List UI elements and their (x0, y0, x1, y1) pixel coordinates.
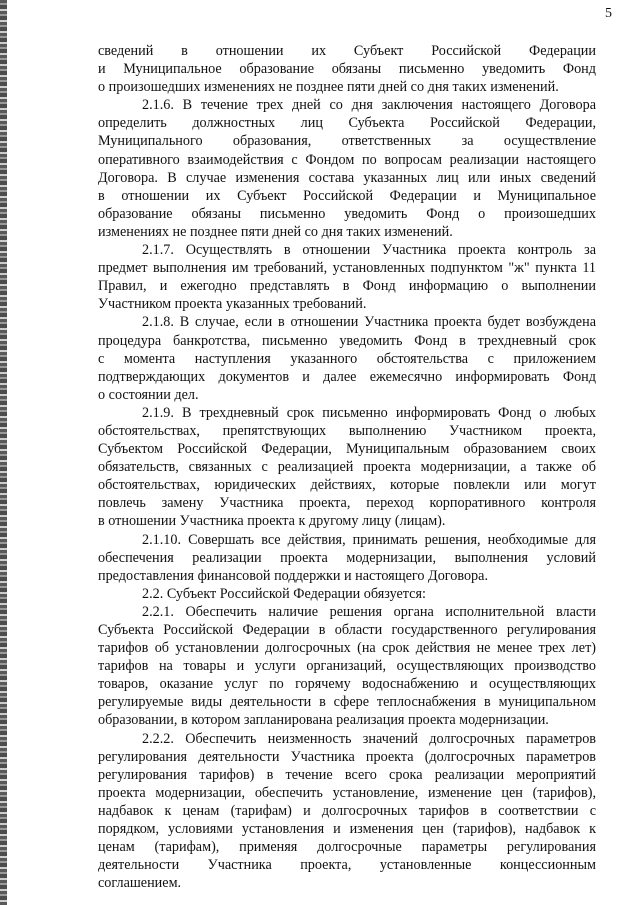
text-line: деятельности Участника проекта, установленные концессионным (98, 857, 596, 874)
text-line: товаров, оказание услуг по горячему водоснабжению и осуществляющих (98, 676, 596, 693)
paragraph (98, 730, 596, 893)
text-line: 2.2.1. Обеспечить наличие решения органа исполнительной власти (142, 603, 596, 620)
text-line: тарифов на товары и услуги организаций, осуществляющих производство (98, 658, 596, 675)
text-line: обеспечения реализации проекта модернизации, выполнения условий (98, 549, 596, 566)
text-line: 2.2. Субъект Российской Федерации обязуется: (142, 585, 426, 602)
text-line: определить должностных лиц Субъекта Российской Федерации, (98, 115, 596, 132)
text-line: образование обязаны письменно уведомить Фонд о произошедших (98, 205, 596, 222)
text-line: 2.1.10. Совершать все действия, принимать решения, необходимые для (142, 531, 596, 548)
text-line: подтверждающих документов и далее ежемесячно информировать Фонд (98, 368, 596, 385)
text-line: 2.1.7. Осуществлять в отношении Участника проекта контроль за (142, 242, 596, 259)
text-line: изменениях не позднее пяти дней со дня таких изменений. (98, 223, 453, 240)
text-line: проекта модернизации, обеспечить установление, изменение цен (тарифов), (98, 784, 596, 801)
paragraph (98, 603, 596, 730)
text-line: Правил, и ежегодно представлять в Фонд информацию о выполнении (98, 278, 596, 295)
text-line: 2.1.8. В случае, если в отношении Участника проекта будет возбуждена (142, 314, 596, 331)
text-line: Муниципального образования, ответственных за осуществление (98, 133, 596, 150)
paragraph (98, 404, 596, 531)
text-line: Участником проекта указанных требований. (98, 296, 367, 313)
text-line: процедура банкротства, письменно уведомить Фонд в трехдневный срок (98, 332, 596, 349)
text-line: регулирования тарифов) в течение всего срока реализации мероприятий (98, 766, 596, 783)
paragraph (98, 241, 596, 313)
text-line: в отношении Участника проекта к другому лицу (лицам). (98, 513, 446, 530)
text-line: предмет выполнения им требований, установленных подпунктом "ж" пункта 11 (98, 260, 596, 277)
document-body (98, 42, 596, 892)
paragraph (98, 531, 596, 585)
text-line: надбавок к ценам (тарифам) и долгосрочных тарифов в соответствии с (98, 802, 596, 819)
text-line: регулируемые виды деятельности в сфере теплоснабжения в муниципальном (98, 694, 596, 711)
text-line: Субъектом Российской Федерации, Муниципальным образованием своих (98, 441, 596, 458)
text-line: 2.1.9. В трехдневный срок письменно информировать Фонд о любых (142, 404, 596, 421)
text-line: ценам (тарифам), применяя долгосрочные параметры регулирования (98, 839, 596, 856)
page-number: 5 (605, 6, 612, 21)
text-line: 2.1.6. В течение трех дней со дня заключения настоящего Договора (142, 97, 596, 114)
text-line: порядком, условиями установления и изменения цен (тарифов), надбавок к (98, 821, 596, 838)
text-line: и Муниципальное образование обязаны письменно уведомить Фонд (98, 61, 596, 78)
scan-edge-artifact (0, 0, 7, 905)
text-line: сведений в отношении их Субъект Российской Федерации (98, 43, 596, 59)
text-line: соглашением. (98, 875, 182, 892)
text-line: обстоятельствах, препятствующих выполнению Участником проекта, (98, 422, 596, 439)
text-line: обстоятельствах, юридических действиях, которые повлекли или могут (98, 477, 596, 494)
text-line: предоставления финансовой поддержки и настоящего Договора. (98, 567, 488, 584)
text-line: 2.2.2. Обеспечить неизменность значений долгосрочных параметров (142, 730, 596, 747)
text-line: с момента наступления указанного обстоятельства с приложением (98, 350, 596, 367)
text-line: регулирования деятельности Участника проекта (долгосрочных параметров (98, 748, 596, 765)
paragraph (98, 96, 596, 241)
text-line: тарифов об установлении долгосрочных (на срок действия не менее трех лет) (98, 640, 596, 657)
text-line: повлечь замену Участника проекта, переход корпоративного контроля (98, 495, 596, 512)
text-line: оперативного взаимодействия с Фондом по вопросам реализации настоящего (98, 151, 596, 168)
paragraph (98, 42, 596, 96)
text-line: о состоянии дел. (98, 386, 199, 403)
text-line: в отношении их Субъект Российской Федерации и Муниципальное (98, 187, 596, 204)
text-line: образовании, в котором запланирована реализация проекта модернизации. (98, 712, 549, 729)
paragraph (98, 313, 596, 403)
text-line: обязательств, связанных с реализацией проекта модернизации, а также об (98, 459, 596, 476)
text-line: Договора. В случае изменения состава указанных лиц или иных сведений (98, 169, 596, 186)
paragraph (98, 585, 596, 603)
text-line: о произошедших изменениях не позднее пяти дней со дня таких изменений. (98, 79, 559, 96)
text-line: Субъекта Российской Федерации в области государственного регулирования (98, 622, 596, 638)
